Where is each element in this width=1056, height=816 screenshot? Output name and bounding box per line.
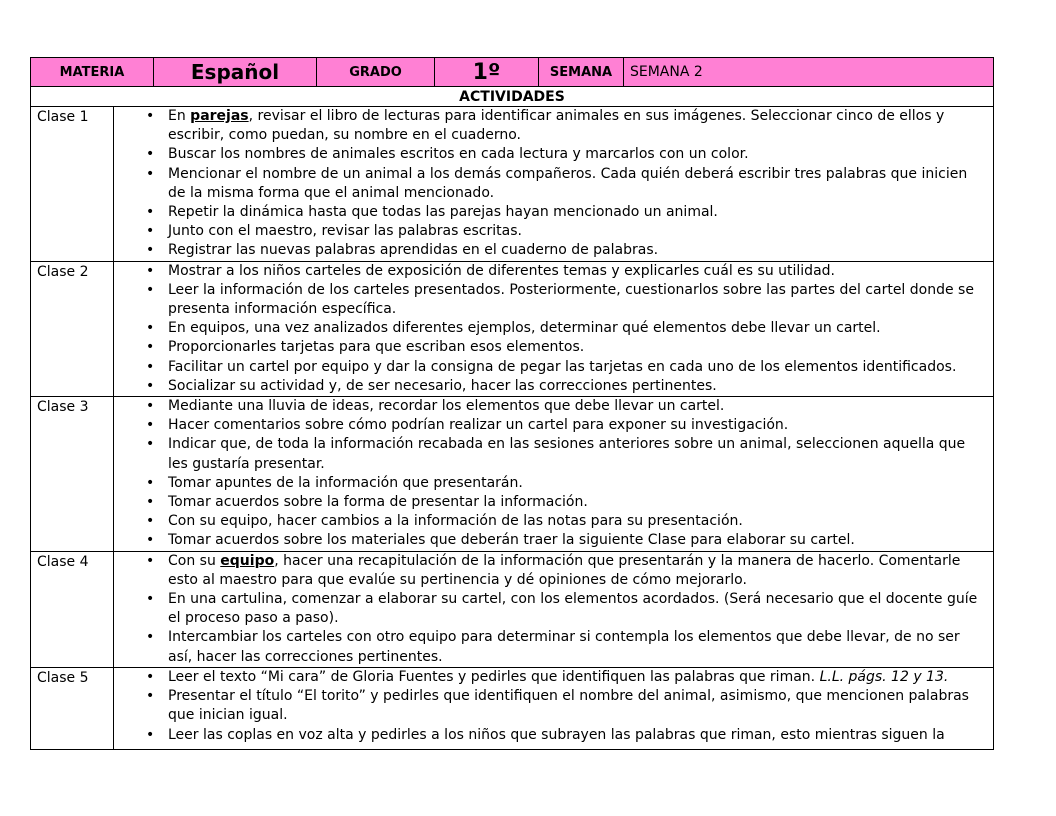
book-reference: L.L. págs. 12 y 13. xyxy=(819,668,949,685)
clase-row xyxy=(31,261,994,396)
actividades-row xyxy=(31,87,994,107)
activity-item: • Leer la información de los carteles presentados. Posteriormente, cuestionarlos sobre las partes del cartel donde se presenta información específica. xyxy=(168,281,983,319)
actividades-title: ACTIVIDADES xyxy=(31,87,994,107)
clase-label: Clase 4 xyxy=(31,551,114,667)
activity-item: • Tomar acuerdos sobre la forma de presentar la información. xyxy=(168,493,983,512)
header-row xyxy=(31,58,994,87)
semana-value: SEMANA 2 xyxy=(624,58,994,87)
emphasis-word: parejas xyxy=(190,108,249,124)
activity-item: • Tomar apuntes de la información que presentarán. xyxy=(168,474,983,493)
activity-item: • Registrar las nuevas palabras aprendidas en el cuaderno de palabras. xyxy=(168,241,983,260)
activity-item: • En una cartulina, comenzar a elaborar su cartel, con los elementos acordados. (Será necesario que el docente guíe el proceso paso a paso). xyxy=(168,590,983,628)
activity-item: • Tomar acuerdos sobre los materiales que deberán traer la siguiente Clase para elaborar su cartel. xyxy=(168,531,983,550)
clase-activities xyxy=(114,261,994,396)
activity-list xyxy=(114,397,983,551)
clase-activities xyxy=(114,397,994,552)
clase-row xyxy=(31,551,994,667)
activity-item: • Con su equipo, hacer cambios a la información de las notas para su presentación. xyxy=(168,512,983,531)
clase-activities xyxy=(114,667,994,749)
activity-item: • Mostrar a los niños carteles de exposición de diferentes temas y explicarles cuál es su utilidad. xyxy=(168,262,983,281)
clase-activities xyxy=(114,107,994,262)
activity-item: • Buscar los nombres de animales escritos en cada lectura y marcarlos con un color. xyxy=(168,145,983,164)
activity-item: • En equipos, una vez analizados diferentes ejemplos, determinar qué elementos debe llevar un cartel. xyxy=(168,319,983,338)
grado-label: GRADO xyxy=(317,58,435,87)
materia-label: MATERIA xyxy=(31,58,154,87)
activity-item: • Leer el texto “Mi cara” de Gloria Fuentes y pedirles que identifiquen las palabras que riman. L.L. págs. 12 y 13. xyxy=(168,668,983,687)
activity-item: • Junto con el maestro, revisar las palabras escritas. xyxy=(168,222,983,241)
activity-item: • Repetir la dinámica hasta que todas las parejas hayan mencionado un animal. xyxy=(168,203,983,222)
activity-list xyxy=(114,262,983,396)
grado-value: 1º xyxy=(435,58,539,87)
activity-item: • En parejas, revisar el libro de lecturas para identificar animales en sus imágenes. Seleccionar cinco de ellos y escribir, como puedan, su nombre en el cuaderno. xyxy=(168,107,983,145)
activity-clip xyxy=(114,668,983,749)
clase-label: Clase 1 xyxy=(31,107,114,262)
activity-list xyxy=(114,552,983,667)
clase-row xyxy=(31,397,994,552)
clase-row xyxy=(31,107,994,262)
clase-activities xyxy=(114,551,994,667)
activity-item: • Presentar el título “El torito” y pedirles que identifiquen el nombre del animal, asimismo, que mencionen palabras que inician igual. xyxy=(168,687,983,725)
activity-item: • Mediante una lluvia de ideas, recordar los elementos que debe llevar un cartel. xyxy=(168,397,983,416)
activity-item: • Facilitar un cartel por equipo y dar la consigna de pegar las tarjetas en cada uno de los elementos identificados. xyxy=(168,358,983,377)
planning-table xyxy=(30,57,994,750)
clase-label: Clase 5 xyxy=(31,667,114,749)
activity-item: • Socializar su actividad y, de ser necesario, hacer las correcciones pertinentes. xyxy=(168,377,983,396)
activity-item: • Con su equipo, hacer una recapitulación de la información que presentarán y la manera de hacerlo. Comentarle esto al maestro para que evalúe su pertinencia y dé opiniones de cómo mejorarlo. xyxy=(168,552,983,590)
planning-sheet xyxy=(30,57,993,750)
semana-label: SEMANA xyxy=(539,58,624,87)
activity-item: • Hacer comentarios sobre cómo podrían realizar un cartel para exponer su investigación. xyxy=(168,416,983,435)
activity-item: • Mencionar el nombre de un animal a los demás compañeros. Cada quién deberá escribir tres palabras que inicien de la misma forma que el animal mencionado. xyxy=(168,165,983,203)
activity-item: • Leer las coplas en voz alta y pedirles a los niños que subrayen las palabras que riman, esto mientras siguen la xyxy=(168,726,983,745)
clase-label: Clase 3 xyxy=(31,397,114,552)
activity-item: • Proporcionarles tarjetas para que escriban esos elementos. xyxy=(168,338,983,357)
emphasis-word: equipo xyxy=(220,552,275,569)
activity-list xyxy=(114,107,983,261)
activity-list xyxy=(114,668,983,745)
clase-label: Clase 2 xyxy=(31,261,114,396)
clase-row xyxy=(31,667,994,749)
activity-item: • Indicar que, de toda la información recabada en las sesiones anteriores sobre un animal, seleccionen aquella que les gustaría presentar. xyxy=(168,435,983,473)
activity-item: • Intercambiar los carteles con otro equipo para determinar si contempla los elementos que debe llevar, de no ser así, hacer las correcciones pertinentes. xyxy=(168,628,983,666)
materia-value: Español xyxy=(154,58,317,87)
